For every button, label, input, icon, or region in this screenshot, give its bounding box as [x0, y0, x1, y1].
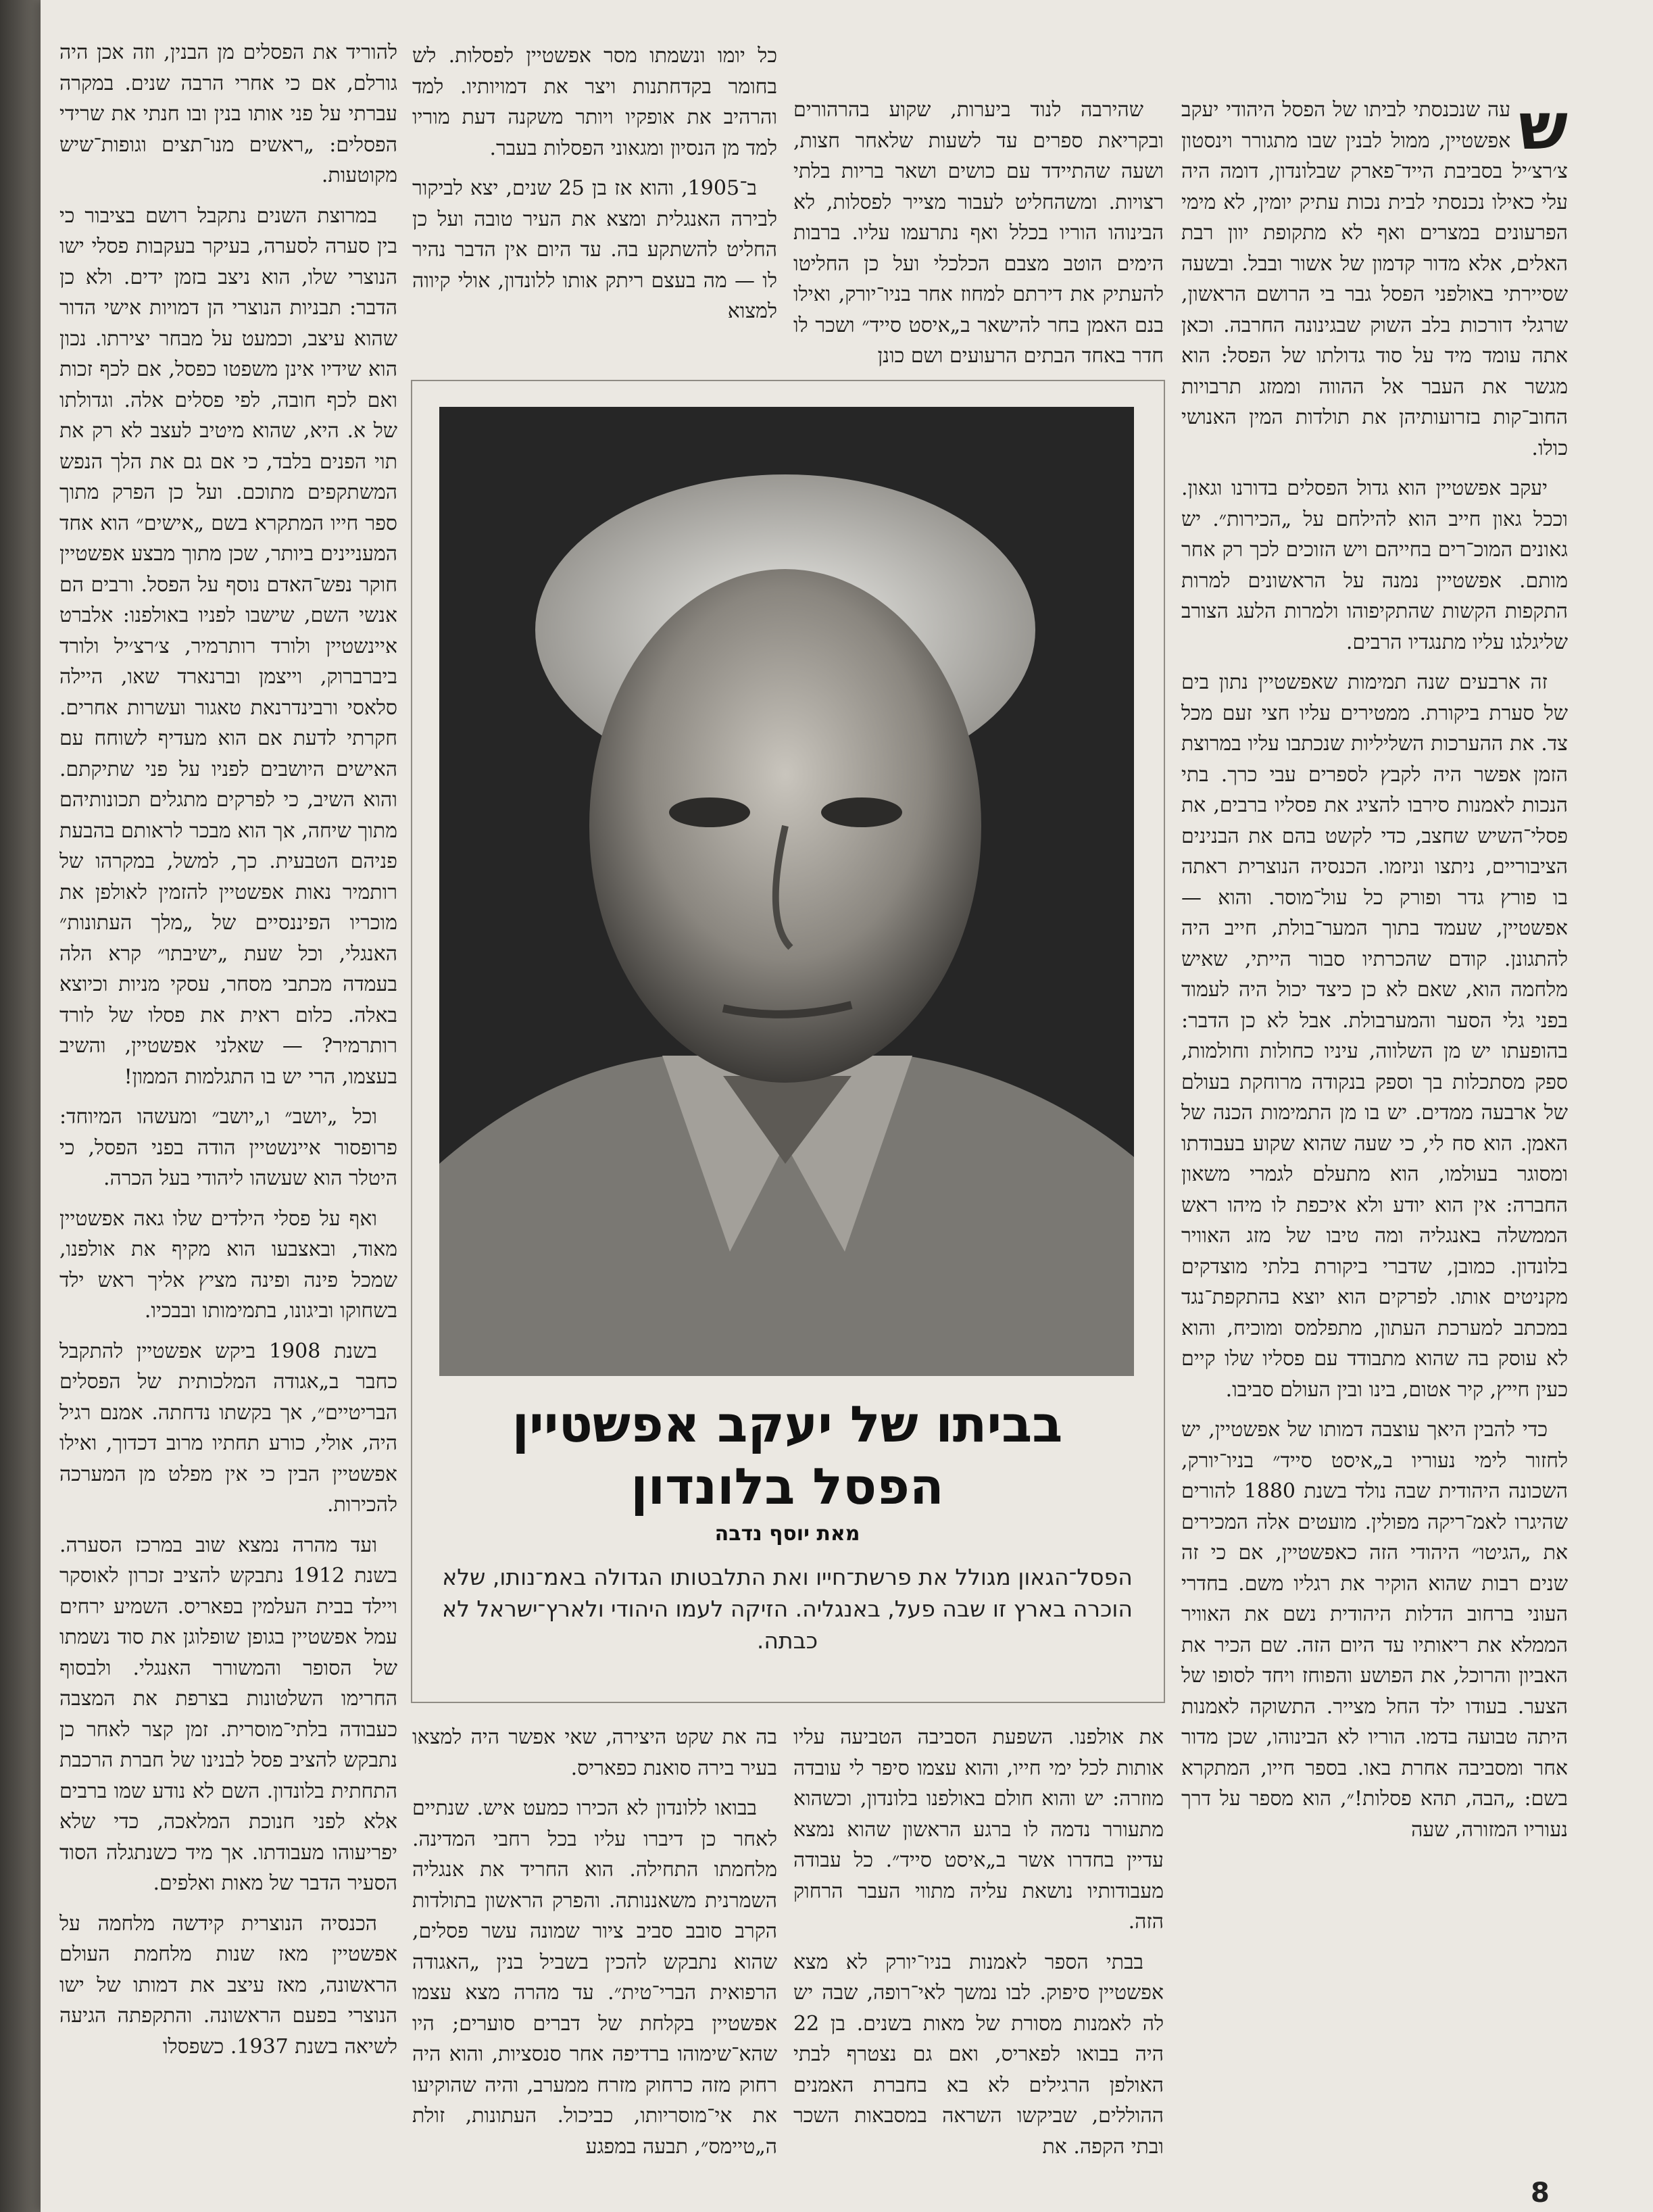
paragraph: ב־1905, והוא אז בן 25 שנים, יצא לביקור לבירה האנגלית ומצא את העיר טובה ועל כן החליט להשתקע בה. עד היום אין הדבר נהיר לו — מה בעצם ריתק אותו ללונדון, אולי קיווה למצוא: [412, 176, 777, 323]
paragraph: את אולפנו. השפעת הסביבה הטביעה עליו אותות לכל ימי חייו, והוא עצמו סיפר לי עובדה מוזרה: יש והוא חולם באולפנו בלונדון, וכשהוא מתעורר נדמה לו ברגע הראשון שהוא נמצא עדיין בחדרו אשר ב„איסט סייד״. כל עבודה מעבודותיו נושאת עליה מתווי העבר הרחוק הזה.: [793, 1725, 1164, 1934]
paragraph: ואף על פסלי הילדים שלו גאה אפשטיין מאוד, ובאצבעו הוא מקיף את אולפנו, שמכל פינה ופינה מציץ אליך ראש ילד בשחוקו וביגונו, בתמימותו ובבכיו.: [59, 1206, 397, 1323]
paragraph: הכנסיה הנוצרית קידשה מלחמה על אפשטיין מאז שנות מלחמת העולם הראשונה, מאז עיצב את דמותו של ישו הנוצרי בפעם הראשונה. והתקפתה הגיעה לשיאה בשנת 1937. כשפסלו: [59, 1911, 397, 2059]
paragraph: במרוצת השנים נתקבל רושם בציבור כי בין סערה לסערה, בעיקר בעקבות פסלי ישו הנוצרי שלו, הוא ניצב בזמן ידים. ולא כן הדבר: תבניות הנוצרי הן דמויות אישי הדור שהוא עיצב, וכמעט על מבחר יצירתו. נכון הוא שידיו אינן משפטו כפסל, אם לכף זכות ואם לכף חובה, לפי פסלים אלה. וגדולתו של א. היא, שהוא מיטיב לעצב לא רק את תוי הפנים בלבד, כי אם גם את הלך הנפש המשתקפים מתוכם. ועל כן הפרק מתוך ספר חייו המתקרא בשם „אישים״ הוא אחד המעניינים ביותר, שכן מתוך מבצע אפשטיין חוקר נפש־האדם נוסף על הפסל. ורבים הם אנשי השם, שישבו לפניו באולפנו: אלברט איינשטיין ולורד רותרמיר, צ׳רצ׳יל ולורד ביברברוק, וייצמן וברנארד שאו, היילה סלאסי ורבינדרנאת טאגור ועשרות אחרים. חקרתי לדעת אם הוא מעדיף לשוחח עם האישים היושבים לפניו על פני שתיקתם. והוא השיב, כי לפרקים מתגלים תכונותיהם מתוך שיחה, אך הוא מבכר לראותם בהבעת פניהם הטבעית. כך, למשל, במקרהו של רותמיר נאות אפשטיין להזמין לאולפן את מוכריו הפיננסיים של „מלך העתונות״ האנגלי, וכל שעת „ישיבתו״ קרא הלה בעמדה מכתבי מסחר, עסקי מניות וכיוצא באלה. כלום ראית את פסלו של לורד רותרמיר? — שאלני אפשטיין, והשיב בעצמו, הרי יש בו התגלמות הממון!: [59, 203, 397, 1089]
paragraph: בה את שקט היצירה, שאי אפשר היה למצאו בעיר בירה סואנת כפאריס.: [412, 1725, 777, 1780]
paragraph: שהירבה לנוד ביערות, שקוע בהרהורים ובקריאת ספרים עד לשעות שלאחר חצות, ושעה שהתיידד עם כושים ושאר בריות בלתי רצויות. ומשהחליט לעבור מצייר לפסלות, לא הבינוהו הוריו בכלל ואף נתרעמו עליו. ברבות הימים הוטב מצבם הכלכלי ועל כן החליטו להעתיק את דירתם למחוז אחר בניו־יורק, ואילו בנם האמן בחר להישאר ב„איסט סייד״ ושכר לו חדר באחד הבתים הרעועים ושם כונן: [793, 98, 1164, 368]
paragraph: יעקב אפשטיין הוא גדול הפסלים בדורנו וגאון. וככל גאון חייב הוא להילחם על „הכירות״. יש גאונים המוכ־רים בחייהם ויש הזוכים לכך רק אחר מותם. אפשטיין נמנה על הראשונים למרות התקפות הקשות שהתקיפוהו ולמרות הלעג הצורב שליגלגו עליו מתנגדיו הרבים.: [1181, 476, 1568, 654]
paragraph: בבתי הספר לאמנות בניו־יורק לא מצא אפשטיין סיפוק. לבו נמשך לאי־רופה, שבה יש לה לאמנות מסורת של מאות בשנים. בן 22 היה בבואו לפאריס, ואם גם נצטרף לבתי האולפן הרגילים לא בא בחברת האמנים ההוללים, שביקשו השראה במסבאות השכר ובתי הקפה. את: [793, 1950, 1164, 2159]
page-number: 8: [1531, 2178, 1550, 2209]
binding-gutter: [0, 0, 41, 2212]
article-deck: הפסל־הגאון מגולל את פרשת־חייו ואת התלבטותו הגדולה באמ־נותו, שלא הוכרה בארץ זו שבה פעל, באנגליה. הזיקה לעמו היהודי ולארץ־ישראל לא כבתה.: [442, 1564, 1133, 1654]
paragraph: כל יומו ונשמתו מסר אפשטיין לפסלות. לש בחומר בקדחתנות ויצר את דמויותיו. למד והרהיב את אופקיו ויותר משקנה דעת מוריו למד מן הנסיון ומגאוני הפסלות בעבר.: [412, 44, 777, 160]
paragraph: בשנת 1908 ביקש אפשטיין להתקבל כחבר ב„אגודה המלכותית של הפסלים הבריטיים״, אך בקשתו נדחתה. אמנם רגיל היה, אולי, כורע תחתיו מרוב דכדוך, ואילו אפשטיין הבין כי אין מפלט מן המערכה להכירות.: [59, 1339, 397, 1517]
column-1: [1181, 95, 1568, 2129]
portrait-photo: [439, 407, 1134, 1376]
paragraph: וכל „יושב״ ו„יושב״ ומעשהו המיוחד: פרופסור איינשטיין הודה בפני הפסל, כי היטלר הוא שעשהו ליהודי בעל הכרה.: [59, 1105, 397, 1190]
paragraph: זה ארבעים שנה תמימות שאפשטיין נתון בים של סערת ביקורת. ממטירים עליו חצי זעם מכל צד. את ההערכות השליליות שנכתבו עליו במרוצת הזמן אפשר היה לקבץ לספרים עבי כרך. בתי הנכות לאמנות סירבו להציג את פסליו ברבים, את פסלי־השיש שחצב, כדי לקשט בהם את הבנינים הציבוריים, ניתצו וניזמו. הכנסיה הנוצרית ראתה בו פורץ גדר ופורק כל עול־מוסר. והוא — אפשטיין, שעמד בתוך המער־בולת, חייב היה להתגונן. קודם שהכרתיו סבור הייתי, שאיש מלחמה הוא, שאם לא כן כיצד יכול היה לעמוד בפני גלי הסער והמערבולת. אבל לא כן הדבר: בהופעתו יש מן השלווה, עיניו כחולות וחולמות, ספק מסתכלות בך וספק בנקודה מרוחקת בעולם של ארבעה ממדים. יש בו מן התמימות הכנה של האמן. הוא סח לי, כי שעה שהוא שקוע בעבודתו ומסוגר בעולמו, הוא מתעלם לגמרי משאון החברה: אין הוא יודע ולא איכפת לו מיהו ראש הממשלה באנגליה ומה טיבו של מזג האוויר בלונדון. כמובן, שדברי ביקורת בלתי מוצדקים מקניטים אותו. לפרקים הוא יוצא בהתקפת־נגד במכתב למערכת העתון, מתפלמס ומוכיח, והוא לא עוסק בה שהוא מתבודד עם פסליו שלו קיים כעין חייץ, קיר אטום, בינו ובין העולם סביבו.: [1181, 670, 1568, 1402]
column-3-bottom: [412, 1722, 777, 2161]
dropcap-letter: ש: [1519, 95, 1568, 164]
column-3-top: [412, 41, 777, 365]
author-byline: מאת יוסף נדבה: [714, 1522, 860, 1546]
portrait-illustration: [439, 407, 1134, 1376]
paragraph: עה שנכנסתי לביתו של הפסל היהודי יעקב אפשטיין, ממול לבנין שבו מתגורר וינסטון צ׳רצ׳יל בסביבת הייד־פארק שבלונדון, דומה היה עלי כאילו נכנסתי לבית נכות עתיק יומין, לא מימי הפרעונים במצרים ואף לא מתקופת יוון רבת האלים, אלא מדור קדמון של אשור ובבל. ובשעה שסיירתי באולפני הפסל גבר בי הרושם הראשון, שרגלי דורכות בלב השוק שבגינונה החרבה. וכאן אתה עומד מיד על סוד גדולתו של הפסל: הוא מגשר את העבר אל ההווה וממזג תרבויות החוב־קות בזרועותיהן את תולדות המין האנושי כולו.: [1181, 98, 1568, 460]
paragraph: בבואו ללונדון לא הכירו כמעט איש. שנתיים לאחר כן דיברו עליו בכל רחבי המדינה. מלחמתו התחילה. הוא החריד את אנגליה השמרנית משאננותה. והפרק הראשון בתולדות הקרב סובב סביב ציור שמונה עשר פסלים, שהוא נתבקש להכין בשביל בנין „האגודה הרפואית הברי־טית״. עד מהרה מצא עצמו אפשטיין בקלחת של דברים סוערים; היו שהא־שימוהו ברדיפה אחר סנסציות, והוא היה רחוק מזה כרחוק מזרח ממערב, והיה שהוקיעו את אי־מוסריותו, כביכול. העתונות, זולת ה„טיימס״, תבעה במפגע: [412, 1796, 777, 2159]
column-2-bottom: [793, 1722, 1164, 2161]
column-4: [59, 37, 397, 2180]
article-title: [419, 1394, 1156, 1518]
paragraph: להוריד את הפסלים מן הבנין, וזה אכן היה גורלם, אם כי אחרי הרבה שנים. במקרה עברתי על פני אותו בנין ובו חנתי את שרידי הפסלים: „ראשים מנו־תצים וגופות־שיש מקוטעות.: [59, 41, 397, 187]
paragraph: כדי להבין היאך עוצבה דמותו של אפשטיין, יש לחזור לימי נעוריו ב„איסט סייד״ בניו־יורק, השכונה היהודית שבה נולד בשנת 1880 להורים שהיגרו לאמ־ריקה מפולין. מועטים אלה המכירים את „הגיטו״ היהודי הזה כאפשטיין, אם כי זה שנים רבות שהוא הוקיר את רגליו משם. בחדרי העוני ברחוב הדלות היהודית נשם את האוויר הממלא את ריאותיו עד היום הזה. שם הכיר את האביון והרוכל, את הפושע והפוחז ויחד לסופו של הצער. בעודו ילד החל מצייר. התשוקה לאמנות היתה טבועה בדמו. הוריו לא הבינוהו, שכן מדור אחר ומסביבה אחרת באו. בספר חייו, המתקרא בשם: „הבה, תהא פסלות!״, הוא מספר על דרך נעוריו המזורה, שעה: [1181, 1418, 1568, 1842]
title-line-1: בביתו של יעקב אפשטיין: [512, 1396, 1063, 1454]
title-line-2: הפסל בלונדון: [631, 1458, 944, 1516]
column-2-top: [793, 95, 1164, 378]
paragraph: ועד מהרה נמצא שוב במרכז הסערה. בשנת 1912 נתבקש להציב זכרון לאוסקר ויילד בבית העלמין בפאריס. השמיע ירחים עמל אפשטיין בגופן שופלוגן את סוד נשמתו של הסופר והמשורר האנגלי. ולבסוף החרימו השלטונות בצרפת את המצבה כעבודה בלתי־מוסרית. זמן קצר לאחר כן נתבקש להציב פסל לבנינו של חברת הרכבת התחתית בלונדון. השם לא נודע שמו ברבים אלא לפני חנוכת המלאכה, כדי שלא יפריעוהו מעבודתו. אך מיד כשנתגלה הסוד הסעיר הדבר של מאות ואלפים.: [59, 1533, 397, 1895]
